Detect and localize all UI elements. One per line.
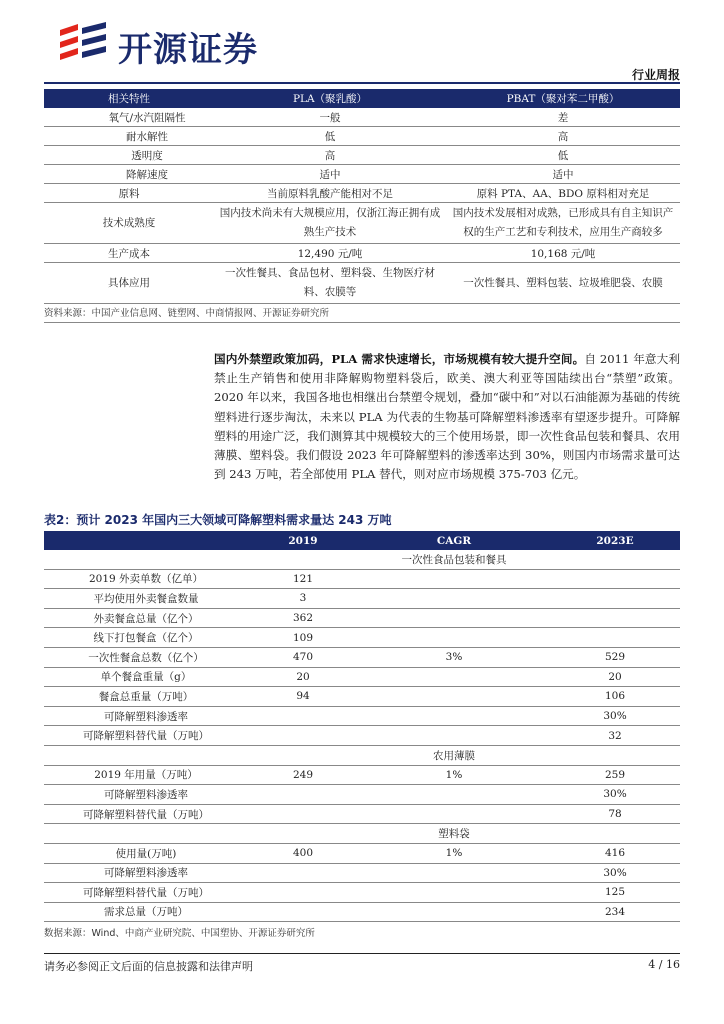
table-row: [44, 667, 680, 687]
table-row: [44, 165, 680, 184]
table-cell: 一次性餐具、塑料包装、垃圾堆肥袋、农膜: [446, 263, 680, 304]
table-cell: [358, 706, 550, 726]
table-cell: [358, 863, 550, 883]
paragraph-lead: 国内外禁塑政策加码，PLA 需求快速增长，市场规模有较大提升空间。: [214, 352, 585, 366]
table-cell: [358, 785, 550, 805]
table2-source: 数据来源：Wind、中商产业研究院、中国塑协、开源证券研究所: [44, 928, 315, 939]
table-cell: 原料 PTA、AA、BDO 原料相对充足: [446, 184, 680, 203]
table-cell: [44, 824, 248, 844]
section-label: 塑料袋: [358, 824, 550, 844]
column-header: 2019: [248, 531, 358, 550]
table-row: [44, 902, 680, 922]
table-cell: [358, 667, 550, 687]
table-row: [44, 608, 680, 628]
table-cell: 3: [248, 589, 358, 609]
report-type: 行业周报: [631, 68, 680, 82]
table-cell: 30%: [550, 785, 680, 805]
table-cell: [358, 687, 550, 707]
table-cell: 234: [550, 902, 680, 922]
table-cell: 362: [248, 608, 358, 628]
table-cell: 透明度: [44, 146, 214, 165]
table-cell: [248, 883, 358, 903]
table-cell: 12,490 元/吨: [214, 244, 446, 263]
table-cell: [44, 745, 248, 765]
table-row: [44, 244, 680, 263]
table-cell: 氧气/水汽阻隔性: [44, 108, 214, 127]
table-header-row: [44, 89, 680, 108]
table-row: [44, 628, 680, 648]
table-cell: 109: [248, 628, 358, 648]
section-label: 一次性食品包装和餐具: [358, 550, 550, 569]
table-row: [44, 687, 680, 707]
table-cell: 400: [248, 843, 358, 863]
table-cell: 差: [446, 108, 680, 127]
table-cell: 餐盒总重量（万吨）: [44, 687, 248, 707]
table-cell: [550, 608, 680, 628]
table-row: [44, 785, 680, 805]
table-row: [44, 108, 680, 127]
table-cell: 30%: [550, 706, 680, 726]
table2-title: 表2：预计 2023 年国内三大领域可降解塑料需求量达 243 万吨: [44, 513, 392, 527]
table-cell: [248, 824, 358, 844]
table-cell: 94: [248, 687, 358, 707]
table-row: [44, 883, 680, 903]
column-header: 相关特性: [44, 89, 214, 108]
table-cell: 30%: [550, 863, 680, 883]
table-cell: 78: [550, 804, 680, 824]
table-cell: 416: [550, 843, 680, 863]
section-row: [44, 745, 680, 765]
section-row: [44, 550, 680, 569]
company-name: 开源证券: [118, 30, 258, 70]
table-row: [44, 203, 680, 244]
comparison-table: [44, 89, 680, 304]
table-cell: 使用量(万吨): [44, 843, 248, 863]
table-cell: 121: [248, 569, 358, 589]
table-cell: 生产成本: [44, 244, 214, 263]
table-cell: 可降解塑料渗透率: [44, 785, 248, 805]
table-header-row: [44, 531, 680, 550]
table-cell: [550, 569, 680, 589]
table-cell: 可降解塑料替代量（万吨）: [44, 883, 248, 903]
table-cell: 可降解塑料替代量（万吨）: [44, 726, 248, 746]
table-cell: 单个餐盒重量（g）: [44, 667, 248, 687]
column-header: [44, 531, 248, 550]
table-cell: [248, 863, 358, 883]
table-cell: [248, 902, 358, 922]
column-header: PBAT（聚对苯二甲酸）: [446, 89, 680, 108]
company-logo-icon: [56, 22, 112, 66]
table-cell: 106: [550, 687, 680, 707]
table-cell: 125: [550, 883, 680, 903]
table-row: [44, 726, 680, 746]
table-cell: [248, 785, 358, 805]
table-cell: 高: [446, 127, 680, 146]
table-cell: 适中: [446, 165, 680, 184]
table-cell: 可降解塑料渗透率: [44, 706, 248, 726]
table-cell: 259: [550, 765, 680, 785]
table-row: [44, 706, 680, 726]
table-cell: 3%: [358, 647, 550, 667]
table-cell: 470: [248, 647, 358, 667]
table-cell: 国内技术尚未有大规模应用，仅浙江海正拥有成熟生产技术: [214, 203, 446, 244]
table-cell: [550, 745, 680, 765]
page-header: [0, 0, 724, 84]
table-cell: 高: [214, 146, 446, 165]
table-cell: [248, 726, 358, 746]
table1-source: 资料来源：中国产业信息网、链塑网、中商情报网、开源证券研究所: [44, 308, 330, 319]
table-cell: 适中: [214, 165, 446, 184]
table-cell: 249: [248, 765, 358, 785]
table-cell: 具体应用: [44, 263, 214, 304]
paragraph-text: 自 2011 年意大利禁止生产销售和使用非降解购物塑料袋后，欧美、澳大利亚等国陆续出台“禁塑”政策。2020 年以来，我国各地也相继出台禁塑令规划，叠加“碳中和”对以石油能源为基础的传统塑料进行逐步淘汰，未来以 PLA 为代表的生物基可降解塑料渗透率有望逐步提升。可降解塑料的用途广泛，我们测算其中规模较大的三个使用场景，即一次性食品包装和餐具、农用薄膜、塑料袋。我们假设 2023 年可降解塑料的渗透率达到 30%，则国内市场需求量可达到 243 万吨，若全部使用 PLA 替代，则对应市场规模 375-703 亿元。: [214, 352, 680, 482]
table-row: [44, 263, 680, 304]
table-cell: 需求总量（万吨）: [44, 902, 248, 922]
section-row: [44, 824, 680, 844]
table-row: [44, 765, 680, 785]
table-row: [44, 146, 680, 165]
comparison-table-body: [44, 108, 680, 304]
table-cell: 平均使用外卖餐盒数量: [44, 589, 248, 609]
table-cell: [358, 804, 550, 824]
table-cell: 1%: [358, 843, 550, 863]
footer-disclaimer: 请务必参阅正文后面的信息披露和法律声明: [44, 960, 253, 973]
table-cell: 2019 外卖单数（亿单）: [44, 569, 248, 589]
table-cell: 原料: [44, 184, 214, 203]
column-header: PLA（聚乳酸）: [214, 89, 446, 108]
table-cell: 线下打包餐盒（亿个）: [44, 628, 248, 648]
table-cell: [550, 550, 680, 569]
table-row: [44, 569, 680, 589]
table-cell: 32: [550, 726, 680, 746]
table-cell: [550, 824, 680, 844]
table-row: [44, 127, 680, 146]
table1-source-divider: [44, 322, 680, 323]
table-row: [44, 843, 680, 863]
table-cell: 2019 年用量（万吨）: [44, 765, 248, 785]
table-cell: [550, 589, 680, 609]
table-cell: [358, 608, 550, 628]
table-cell: 外卖餐盒总量（亿个）: [44, 608, 248, 628]
table-cell: 可降解塑料替代量（万吨）: [44, 804, 248, 824]
table-cell: [44, 550, 248, 569]
table-cell: 国内技术发展相对成熟，已形成具有自主知识产权的生产工艺和专利技术，应用生产商较多: [446, 203, 680, 244]
table-cell: [248, 550, 358, 569]
column-header: 2023E: [550, 531, 680, 550]
table-cell: [358, 628, 550, 648]
table-cell: 20: [248, 667, 358, 687]
table-cell: 1%: [358, 765, 550, 785]
table-cell: [358, 589, 550, 609]
table-cell: [248, 745, 358, 765]
table-cell: 20: [550, 667, 680, 687]
table-row: [44, 647, 680, 667]
section-label: 农用薄膜: [358, 745, 550, 765]
table-cell: 低: [446, 146, 680, 165]
table-cell: 耐水解性: [44, 127, 214, 146]
table-cell: 一次性餐盒总数（亿个）: [44, 647, 248, 667]
header-divider: [44, 82, 680, 84]
demand-table-body: [44, 550, 680, 922]
column-header: CAGR: [358, 531, 550, 550]
table-cell: 一次性餐具、食品包材、塑料袋、生物医疗材料、农膜等: [214, 263, 446, 304]
table-cell: 一般: [214, 108, 446, 127]
table-cell: 可降解塑料渗透率: [44, 863, 248, 883]
table-cell: 10,168 元/吨: [446, 244, 680, 263]
page-number: 4 / 16: [648, 958, 680, 971]
body-paragraph: [214, 350, 680, 484]
table-cell: [358, 726, 550, 746]
table-row: [44, 184, 680, 203]
table-cell: 低: [214, 127, 446, 146]
table-row: [44, 804, 680, 824]
table-cell: 529: [550, 647, 680, 667]
table-cell: [358, 902, 550, 922]
table-cell: [358, 569, 550, 589]
footer-divider: [44, 953, 680, 954]
table-cell: [248, 804, 358, 824]
table-cell: 技术成熟度: [44, 203, 214, 244]
table-cell: [358, 883, 550, 903]
demand-table: [44, 531, 680, 922]
table-cell: 当前原料乳酸产能相对不足: [214, 184, 446, 203]
table-row: [44, 863, 680, 883]
table-cell: [550, 628, 680, 648]
table-cell: [248, 706, 358, 726]
table-row: [44, 589, 680, 609]
table-cell: 降解速度: [44, 165, 214, 184]
